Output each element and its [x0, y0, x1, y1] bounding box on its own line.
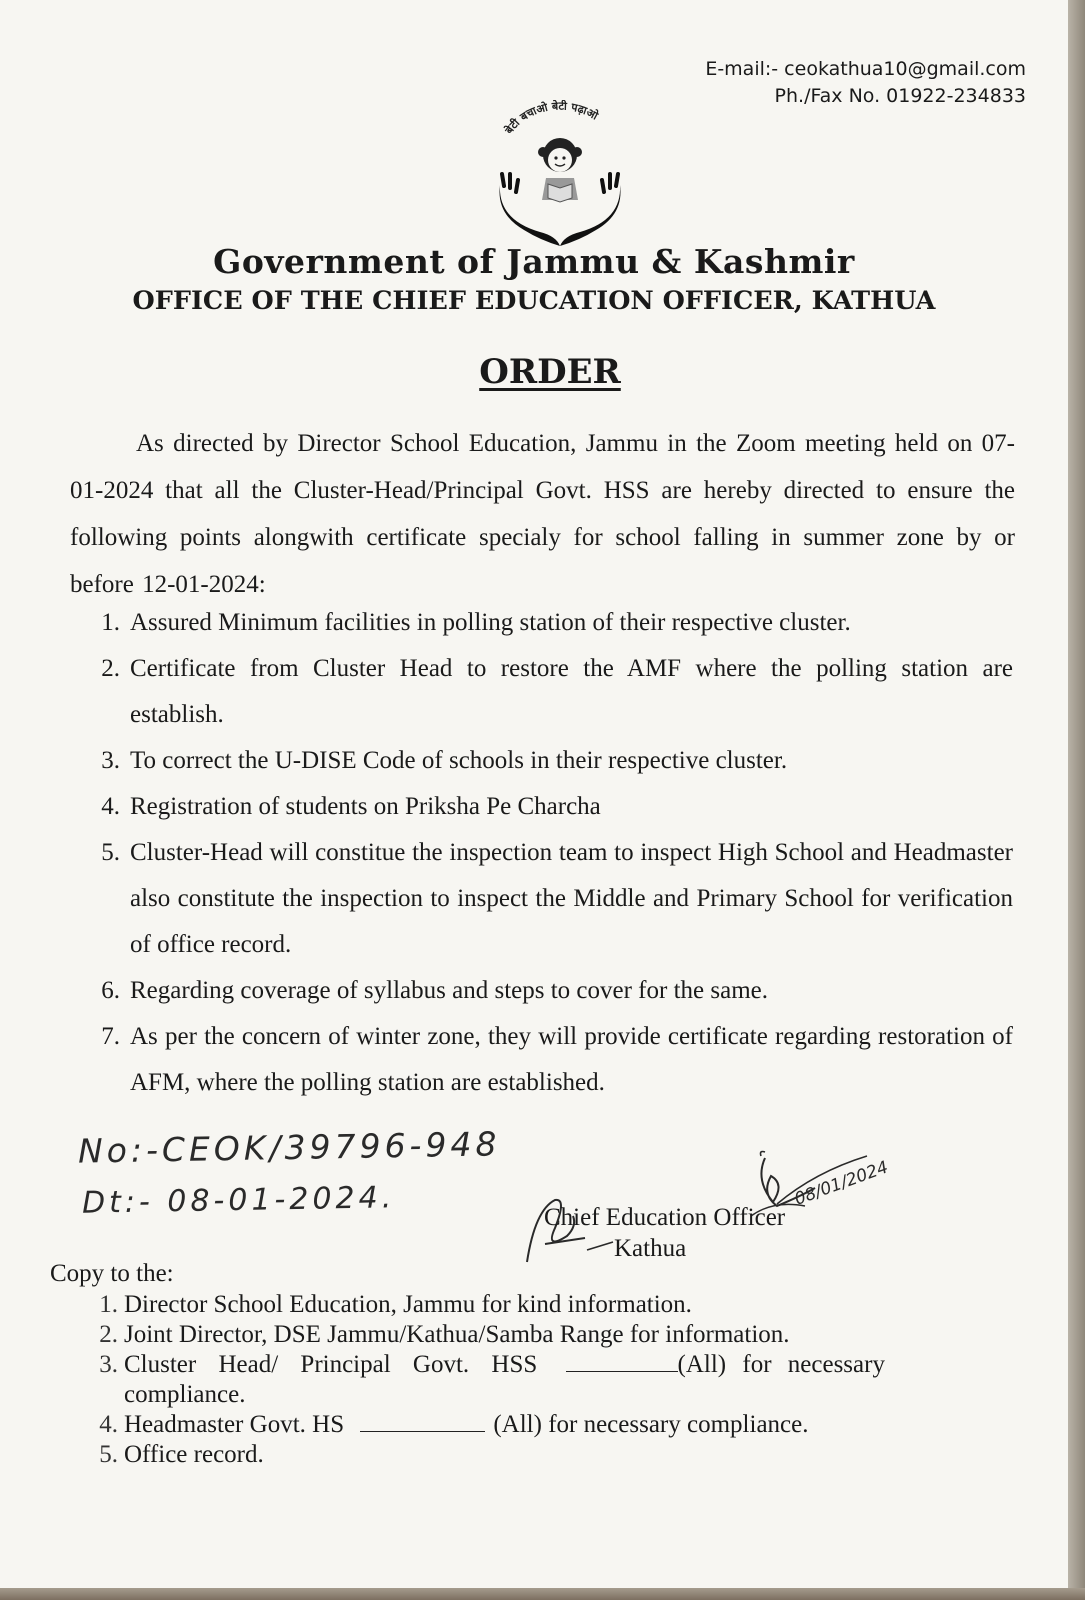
point-text: Registration of students on Priksha Pe Charcha [130, 793, 601, 820]
list-item [78, 784, 1013, 830]
list-item [78, 968, 1013, 1014]
list-item [84, 1290, 989, 1320]
copy-text: Joint Director, DSE Jammu/Kathua/Samba Range for information. [124, 1321, 790, 1348]
phone-line: Ph./Fax No. 01922-234833 [774, 85, 1026, 107]
signatory-place: Kathua [614, 1235, 687, 1262]
svg-text:बेटी बचाओ बेटी पढ़ाओ: बेटी बचाओ बेटी पढ़ाओ [502, 100, 601, 137]
copy-number: 1. [99, 1291, 118, 1318]
copy-text-post: (All) for necessary compliance. [124, 1351, 885, 1408]
point-text: As per the concern of winter zone, they will provide certificate regarding restoration of AFM, where the polling station are established. [130, 1023, 1013, 1096]
order-title: ORDER [479, 352, 621, 392]
list-item [84, 1440, 989, 1470]
page-edge [1068, 0, 1085, 1600]
reference-number: No:-CEOK/39796-948 [77, 1124, 501, 1171]
point-number: 3. [101, 747, 120, 774]
copy-text: Director School Education, Jammu for kind information. [124, 1291, 692, 1318]
government-heading: Government of Jammu & Kashmir [213, 242, 855, 281]
point-text: Certificate from Cluster Head to restore the AMF where the polling station are establish. [130, 655, 1013, 728]
point-number: 7. [101, 1023, 120, 1050]
signatory-designation: Chief Education Officer [544, 1204, 786, 1231]
list-item [78, 738, 1013, 784]
copy-number: 4. [99, 1411, 118, 1438]
copy-text-pre: Headmaster Govt. HS [124, 1411, 345, 1438]
copy-text-with-blank [124, 1410, 989, 1440]
intro-paragraph: As directed by Director School Education, Jammu in the Zoom meeting held on 07-01-2024 that all the Cluster-Head/Principal Govt. HSS are hereby directed to ensure the following points alongwith certificate specialy for school falling in summer zone by or before 12-01-2024: [70, 430, 1015, 598]
fill-in-blank [360, 1431, 485, 1432]
contact-info [705, 56, 1026, 110]
copy-text-with-blank [124, 1350, 989, 1410]
list-item [78, 646, 1013, 738]
svg-text:08/01/2024: 08/01/2024 [791, 1157, 891, 1210]
list-item [78, 600, 1013, 646]
copy-number: 3. [99, 1351, 118, 1378]
points-list [78, 600, 1013, 1106]
point-text: Regarding coverage of syllabus and steps to cover for the same. [130, 977, 768, 1004]
copy-text: Office record. [124, 1441, 264, 1468]
point-number: 5. [101, 839, 120, 866]
point-number: 6. [101, 977, 120, 1004]
copy-to-heading: Copy to the: [50, 1260, 174, 1287]
office-heading: OFFICE OF THE CHIEF EDUCATION OFFICER, KATHUA [132, 286, 936, 316]
point-text: Cluster-Head will constitue the inspection team to inspect High School and Headmaster also constitute the inspection to inspect the Middle and Primary School for verification of office record. [130, 839, 1013, 958]
point-number: 2. [101, 655, 120, 682]
signatory-block [544, 1202, 785, 1264]
list-item [84, 1350, 989, 1410]
point-number: 1. [101, 609, 120, 636]
reference-date: Dt:- 08-01-2024. [81, 1180, 396, 1221]
list-item [78, 1014, 1013, 1106]
email-line: E-mail:- ceokathua10@gmail.com [705, 58, 1026, 80]
point-number: 4. [101, 793, 120, 820]
fill-in-blank [566, 1371, 678, 1372]
copy-text-post: (All) for necessary compliance. [493, 1411, 809, 1438]
list-item [78, 830, 1013, 968]
copy-to-list [84, 1290, 989, 1470]
copy-text-pre: Cluster Head/ Principal Govt. HSS [124, 1351, 538, 1378]
point-text: Assured Minimum facilities in polling station of their respective cluster. [130, 609, 851, 636]
list-item [84, 1410, 989, 1440]
copy-number: 2. [99, 1321, 118, 1348]
beti-bachao-logo-icon [490, 100, 630, 250]
point-text: To correct the U-DISE Code of schools in their respective cluster. [130, 747, 788, 774]
copy-number: 5. [99, 1441, 118, 1468]
list-item [84, 1320, 989, 1350]
table-surface [0, 1588, 1085, 1600]
